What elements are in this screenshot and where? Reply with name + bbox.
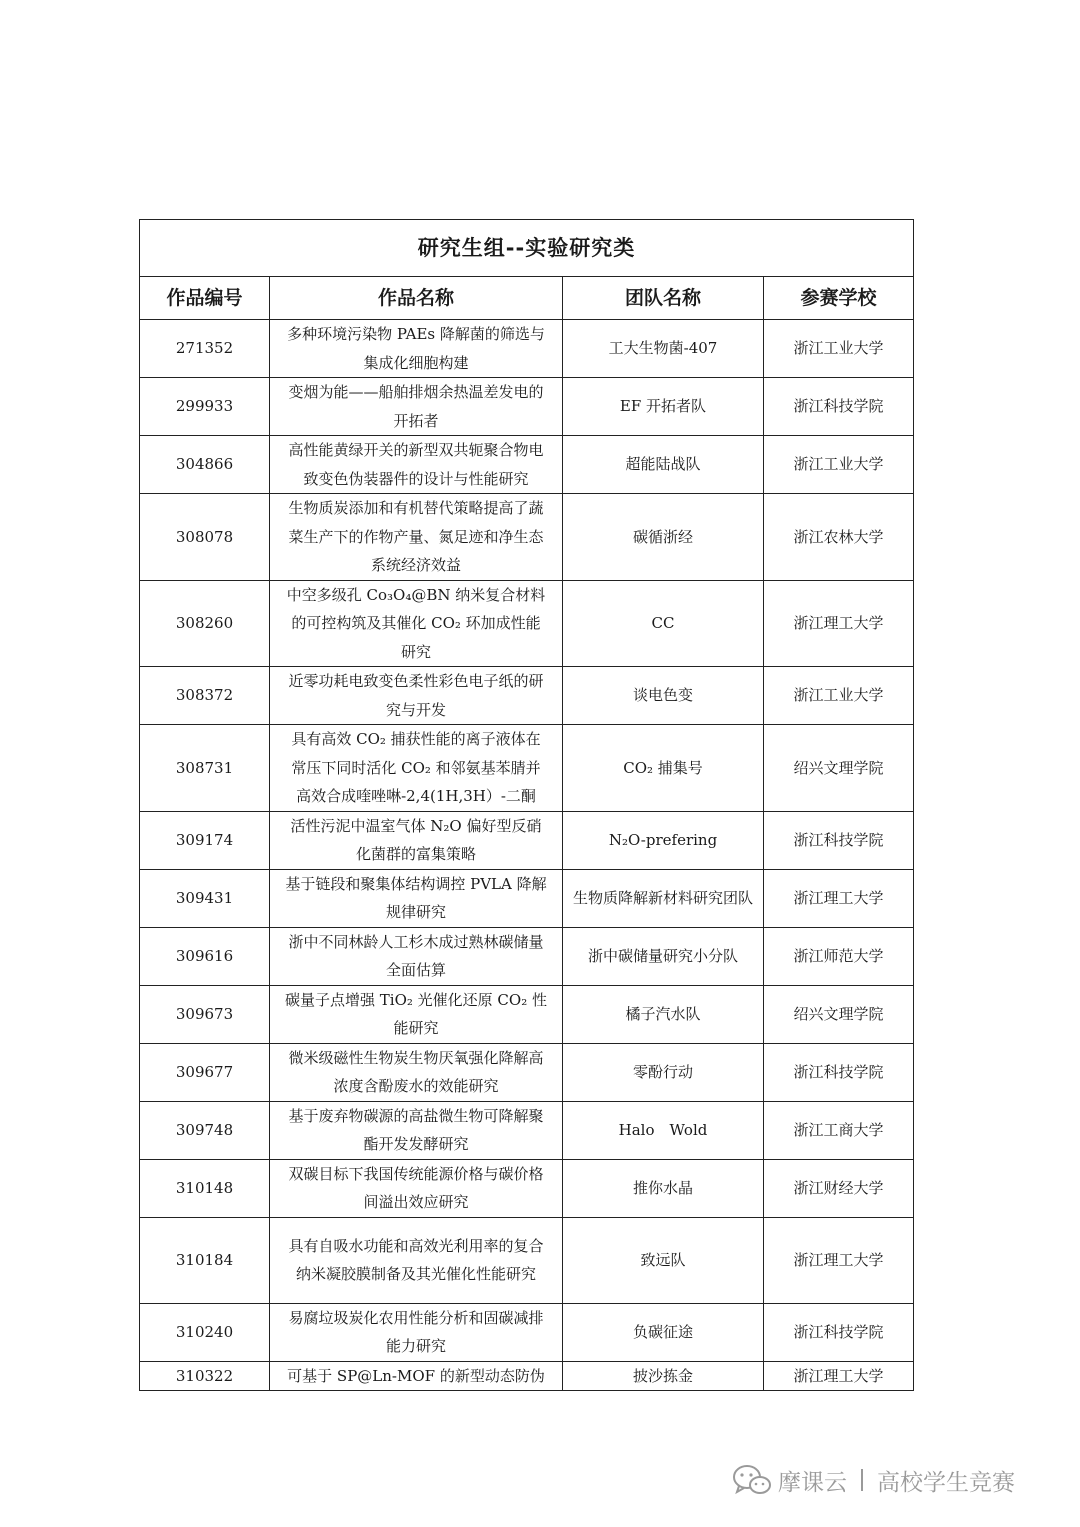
header-name: 作品名称 [270,277,563,320]
cell-name: 多种环境污染物 PAEs 降解菌的筛选与集成化细胞构建 [270,320,563,378]
watermark-channel: 高校学生竞赛 [877,1469,1015,1496]
table-title-row [140,220,914,277]
cell-id: 308731 [140,725,270,812]
header-id: 作品编号 [140,277,270,320]
cell-name: 中空多级孔 Co₃O₄@BN 纳米复合材料的可控构筑及其催化 CO₂ 环加成性能研究 [270,580,563,667]
header-school: 参赛学校 [764,277,914,320]
results-sheet [139,219,913,1391]
cell-school: 浙江理工大学 [764,1217,914,1303]
cell-team: 披沙拣金 [563,1361,764,1391]
cell-name: 近零功耗电致变色柔性彩色电子纸的研究与开发 [270,667,563,725]
cell-id: 310184 [140,1217,270,1303]
cell-name: 生物质炭添加和有机替代策略提高了蔬菜生产下的作物产量、氮足迹和净生态系统经济效益 [270,494,563,581]
cell-name: 易腐垃圾炭化农用性能分析和固碳减排能力研究 [270,1303,563,1361]
cell-id: 309677 [140,1043,270,1101]
cell-name: 双碳目标下我国传统能源价格与碳价格间溢出效应研究 [270,1159,563,1217]
cell-team: EF 开拓者队 [563,378,764,436]
cell-name: 变烟为能——船舶排烟余热温差发电的开拓者 [270,378,563,436]
watermark-brand: 摩课云 [778,1469,847,1496]
table-row [140,667,914,725]
table-row [140,1159,914,1217]
cell-name: 浙中不同林龄人工杉木成过熟林碳储量全面估算 [270,927,563,985]
cell-school: 浙江科技学院 [764,1043,914,1101]
cell-name: 基于废弃物碳源的高盐微生物可降解聚酯开发发酵研究 [270,1101,563,1159]
cell-id: 310148 [140,1159,270,1217]
header-team: 团队名称 [563,277,764,320]
cell-name: 具有自吸水功能和高效光利用率的复合纳米凝胶膜制备及其光催化性能研究 [270,1217,563,1303]
cell-id: 308078 [140,494,270,581]
cell-team: 超能陆战队 [563,436,764,494]
cell-id: 309174 [140,811,270,869]
cell-school: 浙江理工大学 [764,580,914,667]
cell-team: 工大生物菌-407 [563,320,764,378]
cell-id: 304866 [140,436,270,494]
cell-id: 308260 [140,580,270,667]
cell-name: 高性能黄绿开关的新型双共轭聚合物电致变色伪装器件的设计与性能研究 [270,436,563,494]
cell-school: 浙江财经大学 [764,1159,914,1217]
table-row [140,320,914,378]
results-table [139,219,914,1391]
table-row [140,927,914,985]
cell-team: CC [563,580,764,667]
watermark [732,1462,1015,1498]
cell-team: CO₂ 捕集号 [563,725,764,812]
cell-school: 绍兴文理学院 [764,985,914,1043]
table-row [140,494,914,581]
cell-team: 生物质降解新材料研究团队 [563,869,764,927]
cell-team: 零酚行动 [563,1043,764,1101]
cell-school: 浙江理工大学 [764,1361,914,1391]
table-row [140,1303,914,1361]
cell-id: 309616 [140,927,270,985]
table-header-row [140,277,914,320]
table-row [140,1361,914,1391]
cell-school: 浙江科技学院 [764,1303,914,1361]
table-row [140,1217,914,1303]
cell-school: 绍兴文理学院 [764,725,914,812]
cell-name: 活性污泥中温室气体 N₂O 偏好型反硝化菌群的富集策略 [270,811,563,869]
cell-team: 浙中碳储量研究小分队 [563,927,764,985]
cell-team: 负碳征途 [563,1303,764,1361]
cell-team: Halo Wold [563,1101,764,1159]
cell-id: 299933 [140,378,270,436]
cell-name: 微米级磁性生物炭生物厌氧强化降解高浓度含酚废水的效能研究 [270,1043,563,1101]
cell-school: 浙江农林大学 [764,494,914,581]
cell-id: 271352 [140,320,270,378]
watermark-divider [861,1469,863,1491]
table-row [140,725,914,812]
cell-team: N₂O-prefering [563,811,764,869]
table-row [140,869,914,927]
cell-id: 310240 [140,1303,270,1361]
cell-id: 309673 [140,985,270,1043]
cell-id: 310322 [140,1361,270,1391]
cell-school: 浙江理工大学 [764,869,914,927]
cell-team: 橘子汽水队 [563,985,764,1043]
cell-team: 推你水晶 [563,1159,764,1217]
cell-id: 308372 [140,667,270,725]
table-row [140,580,914,667]
table-row [140,436,914,494]
cell-name: 具有高效 CO₂ 捕获性能的离子液体在常压下同时活化 CO₂ 和邻氨基苯腈并高效合成喹唑啉-2,4(1H,3H）-二酮 [270,725,563,812]
table-title: 研究生组--实验研究类 [140,220,914,277]
cell-name: 基于链段和聚集体结构调控 PVLA 降解规律研究 [270,869,563,927]
table-row [140,1101,914,1159]
wechat-icon [732,1463,772,1497]
cell-id: 309748 [140,1101,270,1159]
table-row [140,378,914,436]
cell-school: 浙江工商大学 [764,1101,914,1159]
cell-name: 可基于 SP@Ln-MOF 的新型动态防伪 [270,1361,563,1391]
cell-school: 浙江工业大学 [764,320,914,378]
cell-school: 浙江工业大学 [764,667,914,725]
cell-school: 浙江科技学院 [764,811,914,869]
cell-school: 浙江科技学院 [764,378,914,436]
cell-name: 碳量子点增强 TiO₂ 光催化还原 CO₂ 性能研究 [270,985,563,1043]
cell-school: 浙江工业大学 [764,436,914,494]
cell-id: 309431 [140,869,270,927]
cell-school: 浙江师范大学 [764,927,914,985]
cell-team: 碳循浙经 [563,494,764,581]
table-row [140,811,914,869]
cell-team: 谈电色变 [563,667,764,725]
table-row [140,985,914,1043]
table-row [140,1043,914,1101]
cell-team: 致远队 [563,1217,764,1303]
